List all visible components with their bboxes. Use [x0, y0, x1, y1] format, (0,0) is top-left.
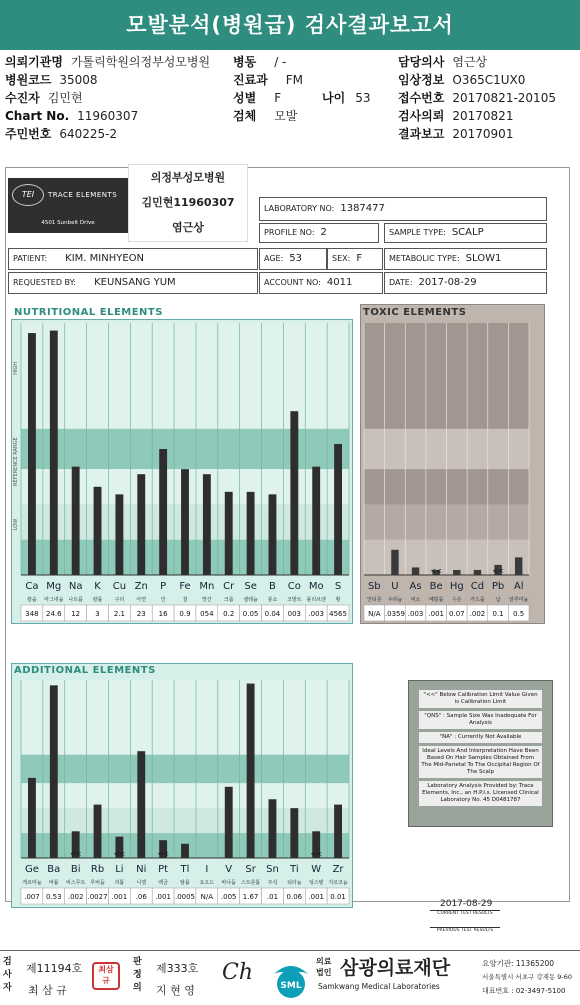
info-request	[398, 108, 513, 124]
chart-band	[21, 323, 349, 429]
element-kr-zn: 아연	[136, 597, 147, 603]
additional-title: ADDITIONAL ELEMENTS	[14, 665, 156, 676]
value-k: 3	[95, 610, 100, 618]
metabolic-type: SLOW1	[465, 253, 502, 264]
element-s: S	[334, 581, 342, 592]
value-p: 16	[158, 610, 168, 618]
element-kr-bi: 비스무트	[66, 880, 86, 886]
value-ni: .06	[135, 893, 147, 901]
report-title: 모발분석(병원급) 검사결과보고서	[0, 0, 580, 50]
element-kr-al: 알루미늄	[509, 597, 529, 603]
org-name-en: Samkwang Medical Laboratories	[318, 982, 440, 991]
element-kr-v: 바나듐	[221, 880, 236, 886]
flag-pb: <<	[492, 567, 504, 575]
value-cu: 2.1	[113, 610, 125, 618]
note-4: Ideal Levels And Interpretation Have Been Based On Hair Samples Obtained From The Mid-Parietal To The Occipital Region Of The Scalp	[419, 746, 542, 778]
value-ti: 0.06	[286, 893, 303, 901]
info-receipt-value: 20170821-20105	[452, 91, 556, 105]
bar-ni	[137, 751, 145, 858]
element-sn: Sn	[266, 864, 279, 875]
value-s: 4565	[329, 610, 347, 618]
bar-s	[334, 444, 342, 575]
element-kr-w: 텅스텐	[308, 880, 324, 886]
element-kr-cu: 구리	[114, 597, 125, 603]
footer-date: 2017-08-29	[440, 899, 493, 909]
inspector-no: 제11194호	[26, 962, 83, 975]
element-ba: Ba	[47, 864, 61, 875]
row-label: LOW	[13, 518, 19, 531]
bar-cr	[225, 492, 233, 575]
element-kr-fe: 철	[182, 597, 188, 603]
element-kr-tl: 탈륨	[180, 880, 190, 886]
bar-ge	[28, 778, 36, 858]
element-se: Se	[244, 581, 257, 592]
element-kr-mo: 몰리브덴	[306, 597, 326, 603]
additional-chart-svg	[11, 676, 353, 908]
value-sn: .01	[266, 893, 279, 901]
info-hospital	[5, 54, 210, 70]
nutritional-title: NUTRITIONAL ELEMENTS	[14, 307, 163, 318]
element-kr-pb: 납	[495, 597, 501, 603]
metabolic-box	[384, 248, 547, 270]
element-kr-i: 요오드	[199, 880, 215, 886]
value-fe: 0.9	[179, 610, 191, 618]
element-zn: Zn	[134, 581, 148, 592]
info-doctor-value: 염근상	[452, 55, 488, 69]
approver-no: 제333호	[156, 962, 199, 975]
lab-logo	[8, 178, 128, 233]
info-receipt-label: 접수번호	[398, 91, 445, 105]
info-request-value: 20170821	[452, 109, 514, 123]
age-value: 53	[289, 253, 303, 264]
element-cd: Cd	[470, 581, 485, 592]
element-mn: Mn	[199, 581, 215, 592]
patient-name: KIM. MINHYEON	[65, 253, 145, 264]
element-sr: Sr	[245, 864, 256, 875]
value-co: 003	[287, 610, 302, 618]
element-kr-se: 셀레늄	[243, 597, 258, 603]
value-na: 12	[71, 610, 81, 618]
bar-k	[94, 487, 102, 575]
value-w: .001	[308, 893, 324, 901]
info-age-value: 53	[355, 91, 371, 105]
value-zn: 23	[136, 610, 146, 618]
info-sex-label: 성별	[233, 91, 257, 105]
bar-v	[225, 787, 233, 858]
value-bi: .002	[67, 893, 84, 901]
info-ward	[233, 54, 286, 70]
element-i: I	[205, 864, 209, 875]
approver-name: 지 현 영	[156, 984, 195, 997]
info-sex-value: F	[274, 91, 282, 105]
profile-box	[259, 223, 379, 243]
date-box	[384, 272, 547, 294]
bar-cu	[115, 494, 123, 575]
info-report-value: 20170901	[452, 127, 514, 141]
chart-band	[21, 755, 349, 783]
element-kr-li: 리튬	[114, 880, 125, 886]
bar-ca	[28, 333, 36, 575]
org-phone: 요양기관: 11365200	[482, 959, 555, 968]
bar-tl	[181, 844, 189, 858]
element-w: W	[311, 864, 322, 875]
element-kr-ge: 게르마늄	[22, 880, 42, 886]
value-cr: 0.2	[223, 610, 235, 618]
value-rb: .0027	[87, 893, 108, 901]
account-box	[259, 272, 383, 294]
element-kr-rb: 루비듐	[90, 880, 105, 886]
element-hg: Hg	[449, 581, 464, 592]
lab-no-label: LABORATORY NO:	[264, 204, 335, 213]
bar-mn	[203, 474, 211, 575]
element-kr-co: 코발트	[287, 597, 302, 603]
info-specimen-value: 모발	[274, 109, 298, 123]
notes-box	[408, 680, 553, 827]
info-age-label: 나이	[322, 91, 346, 105]
stamp-hospital: 의정부성모병원	[150, 171, 226, 184]
element-kr-p: 인	[160, 597, 166, 603]
element-p: P	[160, 581, 167, 592]
org-name: 삼광의료재단	[340, 957, 451, 979]
element-u: U	[391, 581, 399, 592]
note-2: "QNS" : Sample Size Was Inadequate For Analysis	[419, 711, 542, 729]
chart-band	[21, 783, 349, 808]
metabolic-label: METABOLIC TYPE:	[389, 254, 460, 263]
info-chart-label: Chart No.	[5, 109, 70, 123]
flag-pt: <<	[157, 850, 170, 858]
info-specimen-label: 검체	[233, 109, 257, 123]
note-3: "NA" : Currently Not Available	[419, 732, 542, 743]
bar-al	[515, 557, 522, 575]
chart-band	[21, 808, 349, 833]
element-kr-zr: 지르코늄	[328, 880, 348, 886]
element-li: Li	[115, 864, 124, 875]
value-se: 0.05	[242, 610, 259, 618]
current-results-label: CURRENT TEST RESULTS	[430, 910, 500, 916]
patient-box	[8, 248, 258, 270]
bar-sr	[247, 684, 255, 858]
info-report-label: 결과보고	[398, 127, 445, 141]
flag-be: <<	[430, 567, 443, 575]
bar-u	[391, 550, 398, 575]
info-clinical	[398, 72, 525, 88]
sex-box	[327, 248, 383, 270]
element-kr-be: 베릴륨	[428, 597, 444, 603]
element-kr-ba: 바륨	[48, 880, 59, 886]
element-kr-mn: 망간	[202, 597, 212, 603]
note-5: Laboratory Analysis Provided by: Trace Elements, Inc., an H.P.I.s. Licensed Clinical Laboratory No. 45 D0481787	[419, 781, 542, 806]
element-kr-pt: 백금	[158, 880, 168, 886]
date-label: DATE:	[389, 278, 413, 287]
toxic-title: TOXIC ELEMENTS	[363, 307, 467, 318]
org-rep: 대표번호 : 02-3497-5100	[482, 987, 566, 995]
info-ward-value: / -	[274, 55, 287, 69]
value-be: .001	[428, 610, 444, 618]
requested-by: KEUNSANG YUM	[94, 277, 176, 288]
bar-ti	[290, 808, 298, 858]
sml-text: SML	[280, 981, 302, 991]
value-cd: .002	[469, 610, 486, 618]
element-sb: Sb	[367, 581, 381, 592]
bar-mo	[312, 467, 320, 575]
element-kr-mg: 마그네슘	[44, 597, 64, 603]
element-pt: Pt	[158, 864, 169, 875]
element-ti: Ti	[290, 864, 299, 875]
requested-box	[8, 272, 258, 294]
value-v: .005	[220, 893, 237, 901]
info-doctor-label: 담당의사	[398, 55, 445, 69]
bar-ba	[50, 685, 58, 858]
element-kr-na: 나트륨	[68, 597, 83, 603]
info-doctor	[398, 54, 487, 70]
element-tl: Tl	[180, 864, 190, 875]
info-sex	[233, 90, 281, 106]
account-label: ACCOUNT NO:	[264, 278, 321, 287]
element-kr-hg: 수은	[451, 597, 462, 603]
value-ca: 348	[25, 610, 39, 618]
element-kr-ni: 니켈	[136, 880, 147, 886]
logo-address: 4501 Sunbelt Drive	[41, 220, 95, 226]
info-patient	[5, 90, 83, 106]
info-chart	[5, 108, 138, 124]
stamp-patient: 김민현11960307	[141, 196, 235, 209]
flag-li: <<	[113, 850, 126, 858]
info-code-value: 35008	[59, 73, 98, 87]
bar-p	[159, 449, 167, 575]
element-as: As	[409, 581, 422, 592]
element-rb: Rb	[90, 864, 105, 875]
value-li: .001	[111, 893, 128, 901]
element-ge: Ge	[24, 864, 39, 875]
element-kr-b: 붕소	[267, 597, 278, 603]
info-dept-value: FM	[285, 73, 304, 87]
element-mo: Mo	[308, 581, 324, 592]
element-kr-sb: 안티몬	[367, 597, 382, 603]
bar-cd	[474, 570, 481, 575]
element-al: Al	[513, 581, 524, 592]
bar-rb	[94, 805, 102, 858]
element-kr-sr: 스트론튬	[240, 880, 261, 886]
age-label: AGE:	[264, 254, 284, 263]
org-address: 서울특별시 서초구 강재동 9-60	[482, 973, 573, 981]
value-pb: 0.1	[492, 610, 504, 618]
sex-label: SEX:	[332, 254, 351, 263]
value-pt: .001	[155, 893, 171, 901]
value-tl: .0005	[174, 893, 196, 901]
element-bi: Bi	[70, 864, 81, 875]
element-kr-as: 비소	[410, 597, 421, 603]
element-kr-k: 칼륨	[92, 597, 103, 603]
value-ba: 0.53	[46, 893, 62, 901]
value-as: .003	[407, 610, 424, 618]
element-b: B	[269, 581, 276, 592]
value-b: 0.04	[264, 610, 281, 618]
element-kr-sn: 주석	[267, 880, 278, 886]
element-be: Be	[429, 581, 443, 592]
element-kr-cr: 크롬	[223, 597, 234, 603]
element-mg: Mg	[46, 581, 62, 592]
info-code-label: 병원코드	[5, 73, 52, 87]
element-k: K	[94, 581, 101, 592]
value-al: 0.5	[513, 610, 525, 618]
lab-no: 1387477	[340, 203, 385, 214]
logo-text: TRACE ELEMENTS	[48, 191, 118, 199]
bar-mg	[50, 331, 58, 575]
info-id-label: 주민번호	[5, 127, 52, 141]
lab-no-box	[259, 197, 547, 221]
bar-fe	[181, 469, 189, 575]
element-ni: Ni	[136, 864, 147, 875]
value-hg: 0.07	[449, 610, 465, 618]
inspector-label: 검사자	[3, 957, 12, 993]
value-mn: 054	[200, 610, 214, 618]
value-i: N/A	[200, 893, 214, 901]
flag-w: <<	[310, 850, 323, 858]
bar-sn	[269, 799, 277, 858]
info-hospital-value: 가톨릭학원의정부성모병원	[70, 55, 211, 69]
bar-zn	[137, 474, 145, 575]
previous-results-label: PREVIOUS TEST RESULTS	[430, 927, 500, 933]
inspector-name: 최 삼 규	[28, 984, 67, 997]
value-sb: N/A	[368, 610, 381, 618]
date-value: 2017-08-29	[418, 277, 477, 288]
profile-no: 2	[320, 227, 327, 238]
element-kr-ca: 칼슘	[27, 597, 37, 603]
bar-b	[269, 494, 277, 575]
bar-as	[412, 567, 419, 575]
bar-se	[247, 492, 255, 575]
element-na: Na	[68, 581, 83, 592]
stamp-doctor: 염근상	[172, 221, 204, 234]
value-sr: 1.67	[242, 893, 259, 901]
sample-label: SAMPLE TYPE:	[389, 228, 446, 237]
info-receipt	[398, 90, 556, 106]
info-hospital-label: 의뢰기관명	[5, 55, 63, 69]
info-chart-value: 11960307	[77, 109, 139, 123]
value-u: .0359	[384, 610, 405, 618]
note-1: "<<" Below Calibration Limit Value Given is Calibration Limit	[419, 690, 542, 708]
element-cu: Cu	[112, 581, 127, 592]
element-kr-cd: 카드뮴	[470, 597, 485, 603]
nutritional-chart-svg	[11, 319, 353, 624]
info-clinical-label: 임상정보	[398, 73, 445, 87]
element-kr-ti: 티타늄	[287, 880, 302, 886]
sample-type: SCALP	[451, 227, 484, 238]
bar-hg	[453, 570, 460, 575]
age-box	[259, 248, 327, 270]
account-no: 4011	[326, 277, 353, 288]
value-mo: .003	[308, 610, 324, 618]
info-code	[5, 72, 98, 88]
signature: Ch	[222, 960, 254, 985]
element-v: V	[225, 864, 233, 875]
info-dept-label: 진료과	[233, 73, 268, 87]
info-ward-label: 병동	[233, 55, 257, 69]
approver-label: 판정의	[133, 957, 142, 993]
inspector-seal: 최삼 규	[92, 962, 120, 990]
info-dept	[233, 72, 303, 88]
requested-label: REQUESTED BY:	[13, 278, 77, 287]
trace-elements-logo-icon: TEI	[12, 184, 44, 206]
info-patient-value: 김민현	[47, 91, 83, 105]
profile-label: PROFILE NO:	[264, 228, 315, 237]
sample-box	[384, 223, 547, 243]
element-kr-u: 우라늄	[387, 597, 403, 603]
sml-logo-icon	[266, 954, 316, 1000]
element-pb: Pb	[491, 581, 505, 592]
flag-bi: <<	[69, 850, 82, 858]
info-specimen	[233, 108, 297, 124]
element-ca: Ca	[25, 581, 39, 592]
info-id	[5, 126, 117, 142]
element-kr-s: 황	[335, 597, 341, 603]
row-label: HIGH	[13, 361, 19, 375]
value-ge: .007	[24, 893, 40, 901]
info-patient-label: 수진자	[5, 91, 40, 105]
value-mg: 24.6	[46, 610, 62, 618]
element-cr: Cr	[223, 581, 235, 592]
row-label: REFERENCE RANGE	[13, 437, 19, 486]
toxic-chart-svg	[360, 319, 545, 624]
bar-na	[72, 467, 80, 575]
org-prefix: 의료법인	[316, 957, 332, 977]
element-co: Co	[287, 581, 301, 592]
hospital-stamp	[128, 164, 248, 242]
info-clinical-value: O365C1UX0	[452, 73, 526, 87]
element-zr: Zr	[332, 864, 344, 875]
info-request-label: 검사의뢰	[398, 109, 445, 123]
info-report	[398, 126, 513, 142]
element-fe: Fe	[179, 581, 191, 592]
bar-zr	[334, 805, 342, 858]
chart-band	[21, 680, 349, 755]
sex-value: F	[356, 253, 363, 264]
info-age	[322, 90, 370, 106]
value-zr: 0.01	[330, 893, 346, 901]
patient-label: PATIENT:	[13, 254, 48, 263]
info-id-value: 640225-2	[59, 127, 118, 141]
bar-co	[290, 411, 298, 575]
chart-band	[21, 429, 349, 469]
